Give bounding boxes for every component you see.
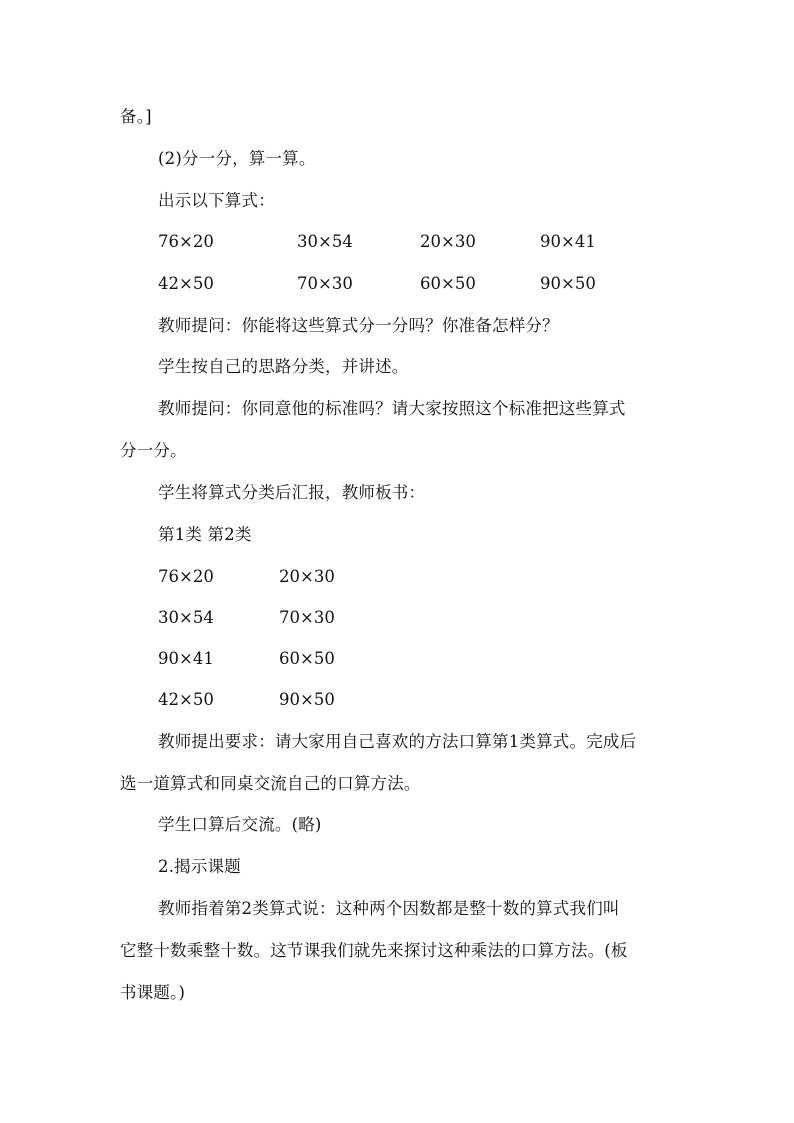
class-1-formula: 42×50 xyxy=(158,690,214,709)
text-line: 它整十数乘整十数。这节课我们就先来探讨这种乘法的口算方法。(板 xyxy=(120,941,628,960)
text-line: 第1类 第2类 xyxy=(158,525,252,544)
text-line: 教师提出要求：请大家用自己喜欢的方法口算第1类算式。完成后 xyxy=(158,732,637,751)
text-line: (2)分一分，算一算。 xyxy=(158,149,316,168)
class-2-formula: 70×30 xyxy=(279,608,335,627)
text-line: 备。] xyxy=(120,107,152,126)
text-line: 分一分。 xyxy=(120,441,187,460)
text-line: 教师指着第2类算式说：这种两个因数都是整十数的算式我们叫 xyxy=(158,899,620,918)
text-line: 选一道算式和同桌交流自己的口算方法。 xyxy=(120,774,421,793)
class-1-formula: 76×20 xyxy=(158,567,214,586)
section-heading: 2.揭示课题 xyxy=(158,857,241,876)
formula: 90×50 xyxy=(540,274,596,293)
formula: 70×30 xyxy=(297,274,353,293)
formula: 42×50 xyxy=(158,274,214,293)
formula: 20×30 xyxy=(420,232,476,251)
text-line: 学生将算式分类后汇报，教师板书： xyxy=(158,483,426,502)
class-2-formula: 20×30 xyxy=(279,567,335,586)
class-2-formula: 90×50 xyxy=(279,690,335,709)
text-line: 学生口算后交流。(略) xyxy=(158,815,322,834)
formula: 76×20 xyxy=(158,232,214,251)
text-line: 教师提问：你同意他的标准吗？请大家按照这个标准把这些算式 xyxy=(158,399,626,418)
class-1-formula: 90×41 xyxy=(158,649,214,668)
formula: 30×54 xyxy=(297,232,353,251)
class-2-formula: 60×50 xyxy=(279,649,335,668)
formula: 90×41 xyxy=(540,232,596,251)
text-line: 学生按自己的思路分类，并讲述。 xyxy=(158,357,409,376)
class-1-formula: 30×54 xyxy=(158,608,214,627)
text-line: 书课题。) xyxy=(120,983,186,1002)
text-line: 教师提问：你能将这些算式分一分吗？你准备怎样分？ xyxy=(158,316,559,335)
formula: 60×50 xyxy=(420,274,476,293)
text-line: 出示以下算式： xyxy=(158,191,275,210)
